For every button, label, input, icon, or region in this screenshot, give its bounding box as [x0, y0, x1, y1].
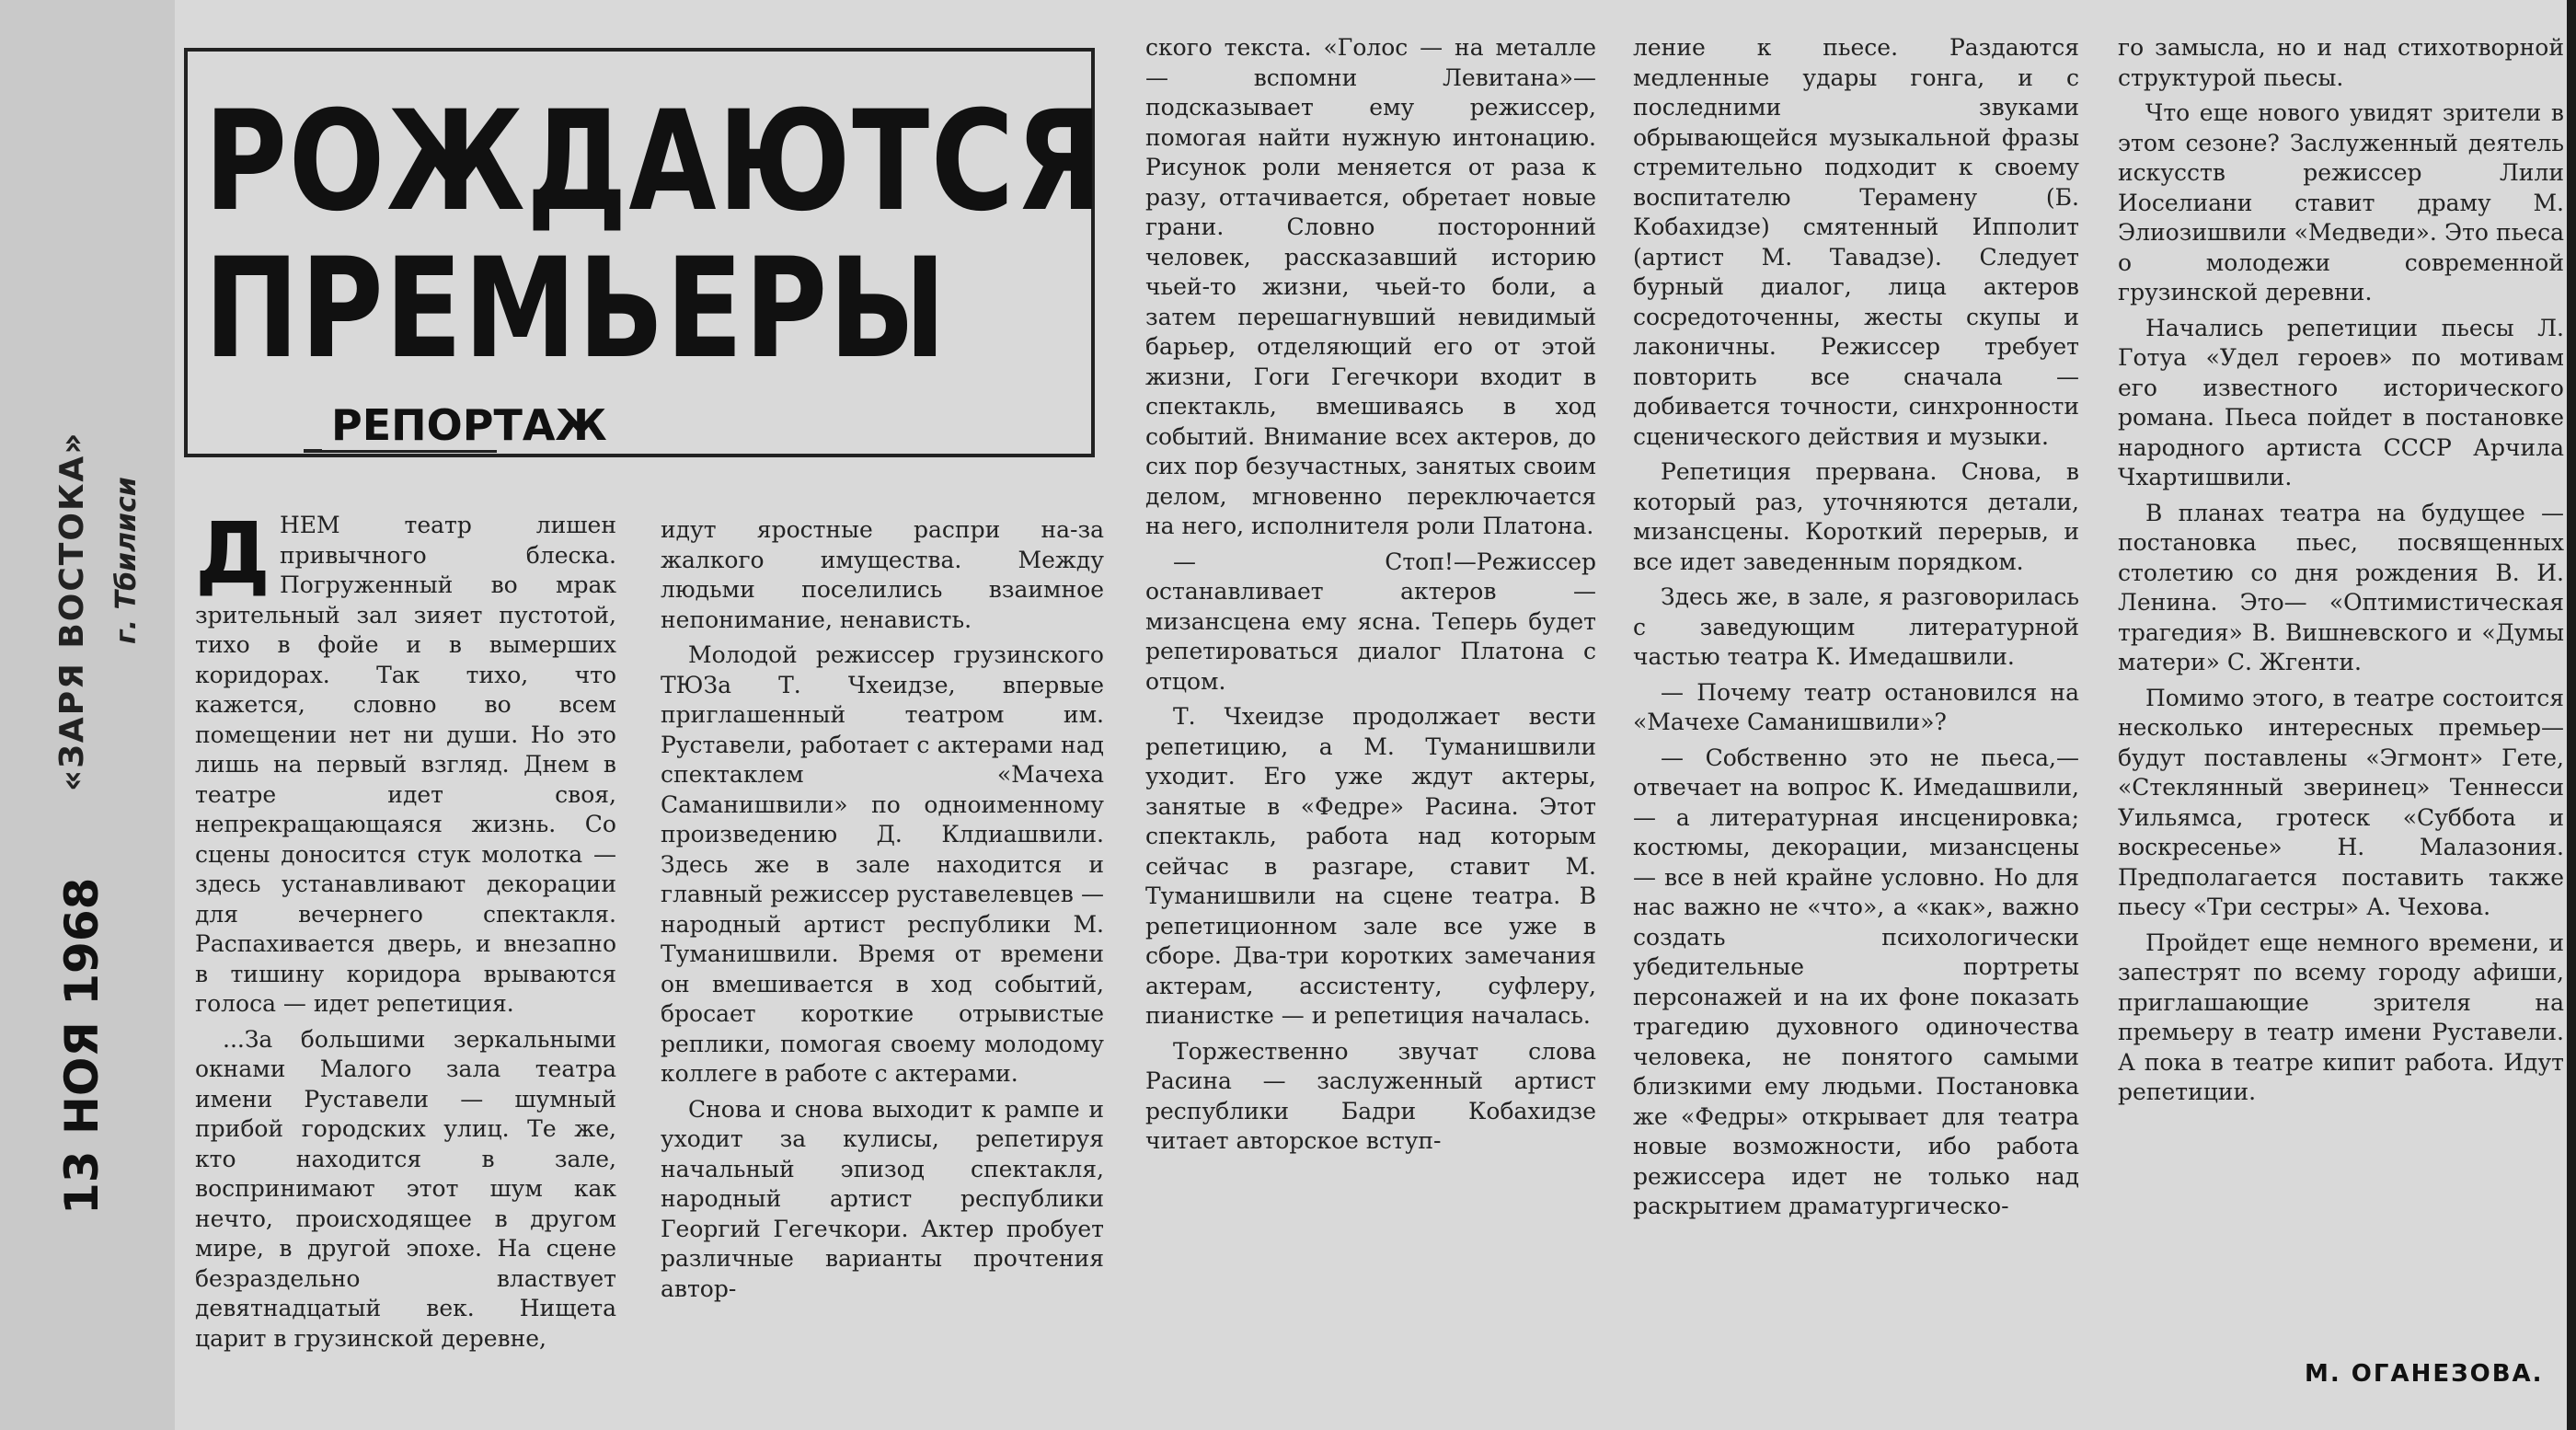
headline-line-2: ПРЕМЬЕРЫ: [204, 229, 949, 389]
paragraph: В планах театра на будущее — постановка пьес, посвященных столетию со дня рождения В. И. Ленина. Это— «Оптимистическая трагедия» В. Вишневского и «Думы матери» С. Жгенти.: [2118, 499, 2564, 675]
article-column-5: [2118, 33, 2564, 1113]
paragraph: — Стоп!—Режиссер останавливает актеров — мизансцена ему ясна. Теперь будет репетироваться диалог Платона с отцом.: [1145, 548, 1596, 695]
paragraph: ...За большими зеркальными окнами Малого зала театра имени Руставели — шумный прибой городских улиц. Те же, кто находится в зале, воспринимают этот шум как нечто, происходящее в другом мире, в другой эпохе. На сцене безраздельно властвует девятнадцатый век. Нищета царит в грузинской деревне,: [195, 1025, 616, 1352]
paragraph: Снова и снова выходит к рампе и уходит за кулисы, репетируя начальный эпизод спектакля, народный артист республики Георгий Гегечкори. Актер пробует различные варианты прочтения автор-: [661, 1095, 1104, 1302]
headline-line-1: РОЖДАЮТСЯ: [204, 82, 1105, 242]
newspaper-name-stamp: «ЗАРЯ ВОСТОКА»: [53, 431, 91, 791]
paragraph: Репетиция прервана. Снова, в который раз, уточняются детали, мизансцены. Короткий перерыв, и все идет заведенным порядком.: [1633, 458, 2079, 575]
headline-box: [184, 48, 1105, 457]
paragraph: Молодой режиссер грузинского ТЮЗа Т. Чхеидзе, впервые приглашенный театром им. Руставели, работает с актерами над спектаклем «Мачеха Саманишвили» по одноименному произведению Д. Клдиашвили. Здесь же в зале находится и главный режиссер руставелевцев — народный артист республики М. Туманишвили. Время от времени он вмешивается в ход событий, бросает короткие отрывистые реплики, помогая своему молодому коллеге в работе с актерами.: [661, 641, 1104, 1087]
paragraph: Здесь же, в зале, я разговорилась с заведующим литературной частью театра К. Имедашвили.: [1633, 583, 2079, 670]
city-stamp: г. Тбилиси: [110, 477, 143, 644]
paragraph: идут яростные распри на-за жалкого имущества. Между людьми поселились взаимное непонимание, ненависть.: [661, 516, 1104, 633]
article-column-2: [661, 515, 1104, 1309]
paragraph: Т. Чхеидзе продолжает вести репетицию, а М. Туманишвили уходит. Его уже ждут актеры, занятые в «Федре» Расина. Этот спектакль, работа над которым сейчас в разгаре, ставит М. Туманишвили на сцене театра. В репетиционном зале все уже в сборе. Два-три коротких замечания актерам, ассистенту, суфлеру, пианистке — и репетиция началась.: [1145, 703, 1596, 1029]
paragraph: Пройдет еще немного времени, и запестрят по всему городу афиши, приглашающие зрителя на премьеру в театр имени Руставели. А пока в театре кипит работа. Идут репетиции.: [2118, 928, 2564, 1105]
article-column-3: [1145, 33, 1596, 1162]
article-column-4: [1633, 33, 2079, 1228]
author-signature: М. ОГАНЕЗОВА.: [2305, 1360, 2544, 1388]
paragraph: ского текста. «Голос — на металле — вспомни Левитана»— подсказывает ему режиссер, помогая найти нужную интонацию. Рисунок роли меняется от раза к разу, оттачивается, обретает новые грани. Словно посторонний человек, рассказавший историю чьей-то жизни, чьей-то боли, а затем перешагнувший невидимый барьер, отделяющий его от этой жизни, Гоги Гегечкори входит в спектакль, вмешиваясь в ход событий. Внимание всех актеров, до сих пор безучастных, занятых своим делом, мгновенно переключается на него, исполнителя роли Платона.: [1145, 34, 1596, 539]
headline: [204, 82, 1105, 389]
drop-cap: Д: [195, 504, 270, 603]
paragraph: ДНЕМ театр лишен привычного блеска. Погруженный во мрак зрительный зал зияет пустотой, тихо в фойе и в вымерших коридорах. Так тихо, что кажется, словно во всем помещении нет ни души. Но это лишь на первый взгляд. Днем в театре идет своя, непрекращающаяся жизнь. Со сцены доносится стук молотка — здесь устанавливают декорации для вечернего спектакля. Распахивается дверь, и внезапно в тишину коридора врываются голоса — идет репетиция.: [195, 504, 616, 1017]
paragraph: го замысла, но и над стихотворной структурой пьесы.: [2118, 34, 2564, 91]
rubric-label: РЕПОРТАЖ: [322, 400, 616, 450]
paragraph: — Собственно это не пьеса,— отвечает на вопрос К. Имедашвили, — а литературная инсценировка; костюмы, декорации, мизансцены — все в ней крайне условно. Но для нас важно не «что», а «как», важно создать психологически убедительные портреты персонажей и на их фоне показать трагедию духовного одиночества человека, не понятого самыми близкими ему людьми. Постановка же «Федры» открывает для театра новые возможности, ибо работа режиссера идет не только над раскрытием драматургическо-: [1633, 744, 2079, 1219]
paragraph: Торжественно звучат слова Расина — заслуженный артист республики Бадри Кобахидзе читает авторское вступ-: [1145, 1037, 1596, 1154]
date-stamp: 13 НОЯ 1968: [55, 877, 109, 1215]
paragraph: — Почему театр остановился на «Мачехе Саманишвили»?: [1633, 678, 2079, 735]
paragraph: ление к пьесе. Раздаются медленные удары гонга, и с последними звуками обрывающейся музыкальной фразы стремительно подходит к своему воспитателю Терамену (Б. Кобахидзе) смятенный Ипполит (артист М. Тавадзе). Следует бурный диалог, лица актеров сосредоточенны, жесты скупы и лаконичны. Режиссер требует повторить все сначала — добивается точности, синхронности сценического действия и музыки.: [1633, 34, 2079, 450]
article-column-1: [195, 504, 616, 1359]
paragraph: Что еще нового увидят зрители в этом сезоне? Заслуженный деятель искусств режиссер Лили Иоселиани ставит драму М. Элиозишвили «Медведи». Это пьеса о молодежи современной грузинской деревни.: [2118, 99, 2564, 306]
paragraph: Помимо этого, в театре состоится несколько интересных премьер—будут поставлены «Эгмонт» Гете, «Стеклянный зверинец» Теннесси Уильямса, гротеск «Суббота и воскресенье» Н. Малазония. Предполагается поставить также пьесу «Три сестры» А. Чехова.: [2118, 684, 2564, 920]
clipping-margin: [0, 0, 193, 1430]
paragraph: Начались репетиции пьесы Л. Готуа «Удел героев» по мотивам его известного исторического романа. Пьеса пойдет в постановке народного артиста СССР Арчила Чхартишвили.: [2118, 314, 2564, 490]
